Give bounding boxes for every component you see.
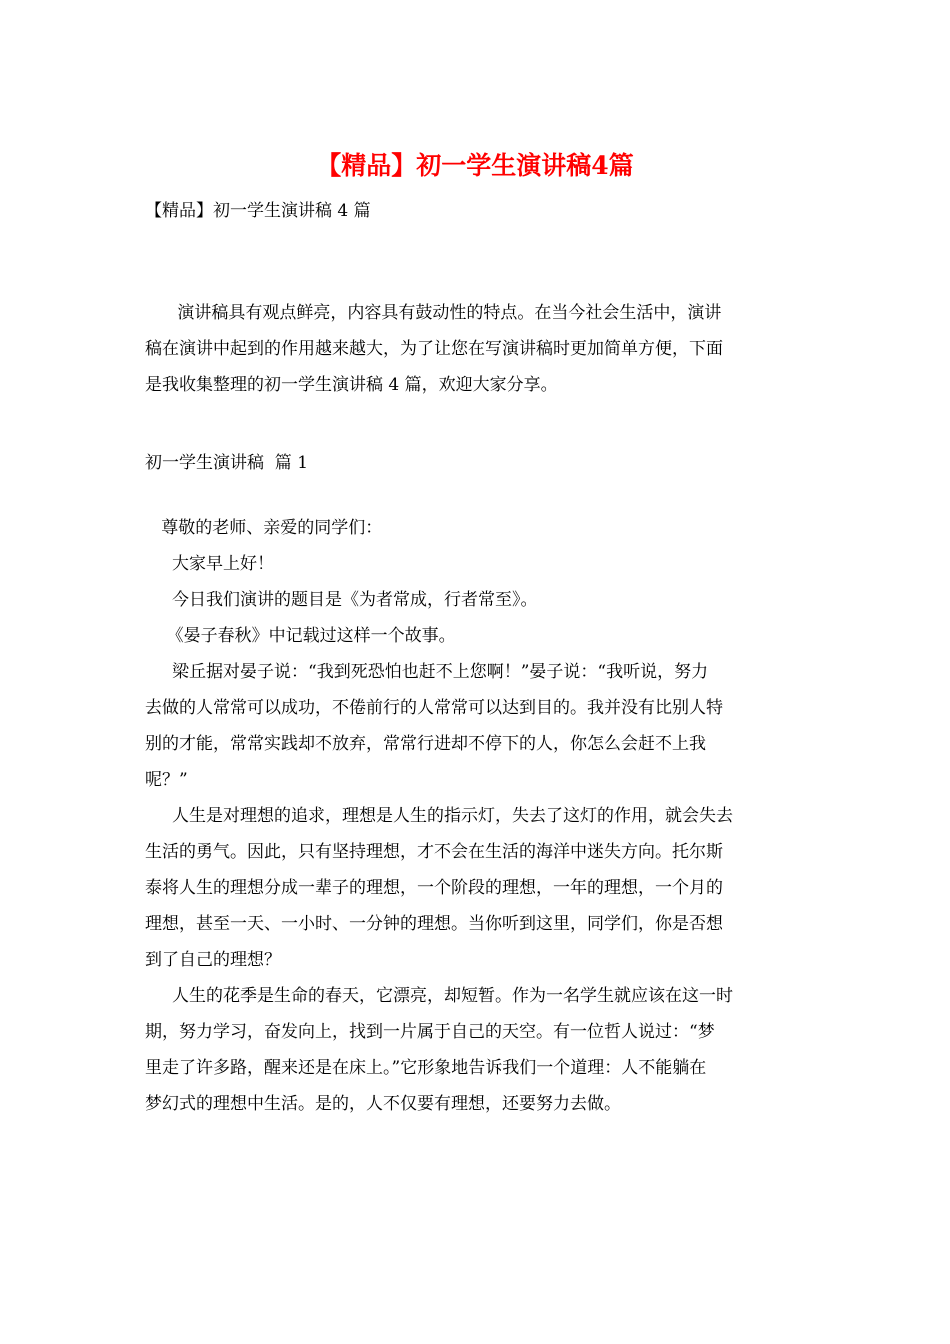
body-line: 去做的人常常可以成功，不倦前行的人常常可以达到目的。我并没有比别人特 bbox=[145, 698, 723, 718]
document-subtitle: 【精品】初一学生演讲稿 4 篇 bbox=[145, 201, 371, 221]
body-line: 生活的勇气。因此，只有坚持理想，才不会在生活的海洋中迷失方向。托尔斯 bbox=[145, 842, 723, 862]
intro-line: 演讲稿具有观点鲜亮，内容具有鼓动性的特点。在当今社会生活中，演讲 bbox=[145, 303, 722, 323]
body-line: 人生的花季是生命的春天，它漂亮，却短暂。作为一名学生就应该在这一时 bbox=[145, 986, 734, 1006]
speech-body bbox=[145, 546, 733, 1122]
body-line: 泰将人生的理想分成一辈子的理想，一个阶段的理想，一年的理想，一个月的 bbox=[145, 878, 723, 898]
body-line: 梦幻式的理想中生活。是的，人不仅要有理想，还要努力去做。 bbox=[145, 1094, 621, 1114]
intro-line: 稿在演讲中起到的作用越来越大，为了让您在写演讲稿时更加简单方便，下面 bbox=[145, 339, 723, 359]
body-line: 理想，甚至一天、一小时、一分钟的理想。当你听到这里，同学们，你是否想 bbox=[145, 914, 723, 934]
intro-paragraph bbox=[145, 295, 723, 403]
body-line: 别的才能，常常实践却不放弃，常常行进却不停下的人，你怎么会赶不上我 bbox=[145, 734, 706, 754]
body-line: 大家早上好！ bbox=[145, 554, 275, 574]
body-line: 到了自己的理想？ bbox=[145, 950, 281, 970]
salutation: 尊敬的老师、亲爱的同学们： bbox=[145, 518, 383, 538]
body-line: 人生是对理想的追求，理想是人生的指示灯，失去了这灯的作用，就会失去 bbox=[145, 806, 734, 826]
body-line: 今日我们演讲的题目是《为者常成，行者常至》。 bbox=[145, 590, 538, 610]
body-line: 里走了许多路，醒来还是在床上。”它形象地告诉我们一个道理：人不能躺在 bbox=[145, 1058, 707, 1078]
body-line: 期，努力学习，奋发向上，找到一片属于自己的天空。有一位哲人说过：“梦 bbox=[145, 1022, 715, 1042]
section-heading: 初一学生演讲稿 篇 1 bbox=[145, 453, 309, 473]
body-line: 呢？” bbox=[145, 770, 188, 790]
document-title: 【精品】初一学生演讲稿4篇 bbox=[316, 151, 634, 180]
body-line: 梁丘据对晏子说：“我到死恐怕也赶不上您啊！”晏子说：“我听说，努力 bbox=[145, 662, 709, 682]
intro-line: 是我收集整理的初一学生演讲稿 4 篇，欢迎大家分享。 bbox=[145, 375, 558, 395]
body-line: 《晏子春秋》中记载过这样一个故事。 bbox=[145, 626, 456, 646]
